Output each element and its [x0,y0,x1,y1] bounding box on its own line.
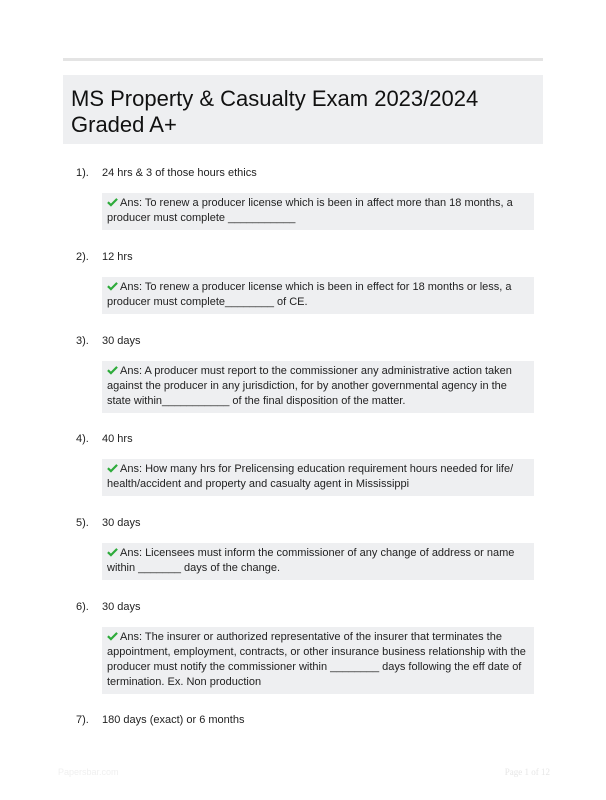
footer-watermark: Papersbar.com [58,767,119,777]
page-title: MS Property & Casualty Exam 2023/2024 Graded A+ [71,86,479,137]
check-icon [107,463,118,473]
answer-box [102,361,534,413]
question-number: 1). [76,167,89,179]
answer-text: Ans: How many hrs for Prelicensing education requirement hours needed for life/ health/accident and property and casualty agent in Mississippi [107,463,514,490]
qa-item [0,167,606,224]
question-number: 7). [76,714,89,726]
answer-text: Ans: Licensees must inform the commissioner of any change of address or name within _______ days of the change. [107,547,515,574]
answer-box [102,459,534,496]
qa-item [0,517,606,574]
question-text: 30 days [102,517,141,529]
answer-box [102,627,534,694]
qa-item [0,335,606,407]
check-icon [107,365,118,375]
question-number: 2). [76,251,89,263]
check-icon [107,547,118,557]
question-text: 24 hrs & 3 of those hours ethics [102,167,257,179]
qa-item [0,601,606,688]
check-icon [107,631,118,641]
question-text: 30 days [102,601,141,613]
check-icon [107,281,118,291]
question-text: 12 hrs [102,251,133,263]
answer-box [102,277,534,314]
question-number: 5). [76,517,89,529]
qa-item [0,433,606,490]
answer-text: Ans: The insurer or authorized representative of the insurer that terminates the appointment, employment, contracts, or other insurance business relationship with the producer must notify the commissioner within ________ days following the eff date of termination. Ex. Non production [107,631,526,688]
answer-box [102,193,534,230]
top-divider [63,58,543,61]
title-banner [63,75,543,144]
question-text: 40 hrs [102,433,133,445]
answer-text: Ans: To renew a producer license which is been in effect for 18 months or less, a producer must complete________ of CE. [107,281,512,308]
question-text: 30 days [102,335,141,347]
question-text: 180 days (exact) or 6 months [102,714,245,726]
page-number: Page 1 of 12 [504,767,550,777]
question-number: 4). [76,433,89,445]
question-number: 3). [76,335,89,347]
qa-item [0,251,606,308]
answer-text: Ans: To renew a producer license which is been in affect more than 18 months, a producer must complete ___________ [107,197,513,224]
qa-item [0,714,606,732]
question-number: 6). [76,601,89,613]
answer-text: Ans: A producer must report to the commissioner any administrative action taken against the producer in any jurisdiction, for by another governmental agency in the state within___________ of the final disposition of the matter. [107,365,512,407]
check-icon [107,197,118,207]
answer-box [102,543,534,580]
